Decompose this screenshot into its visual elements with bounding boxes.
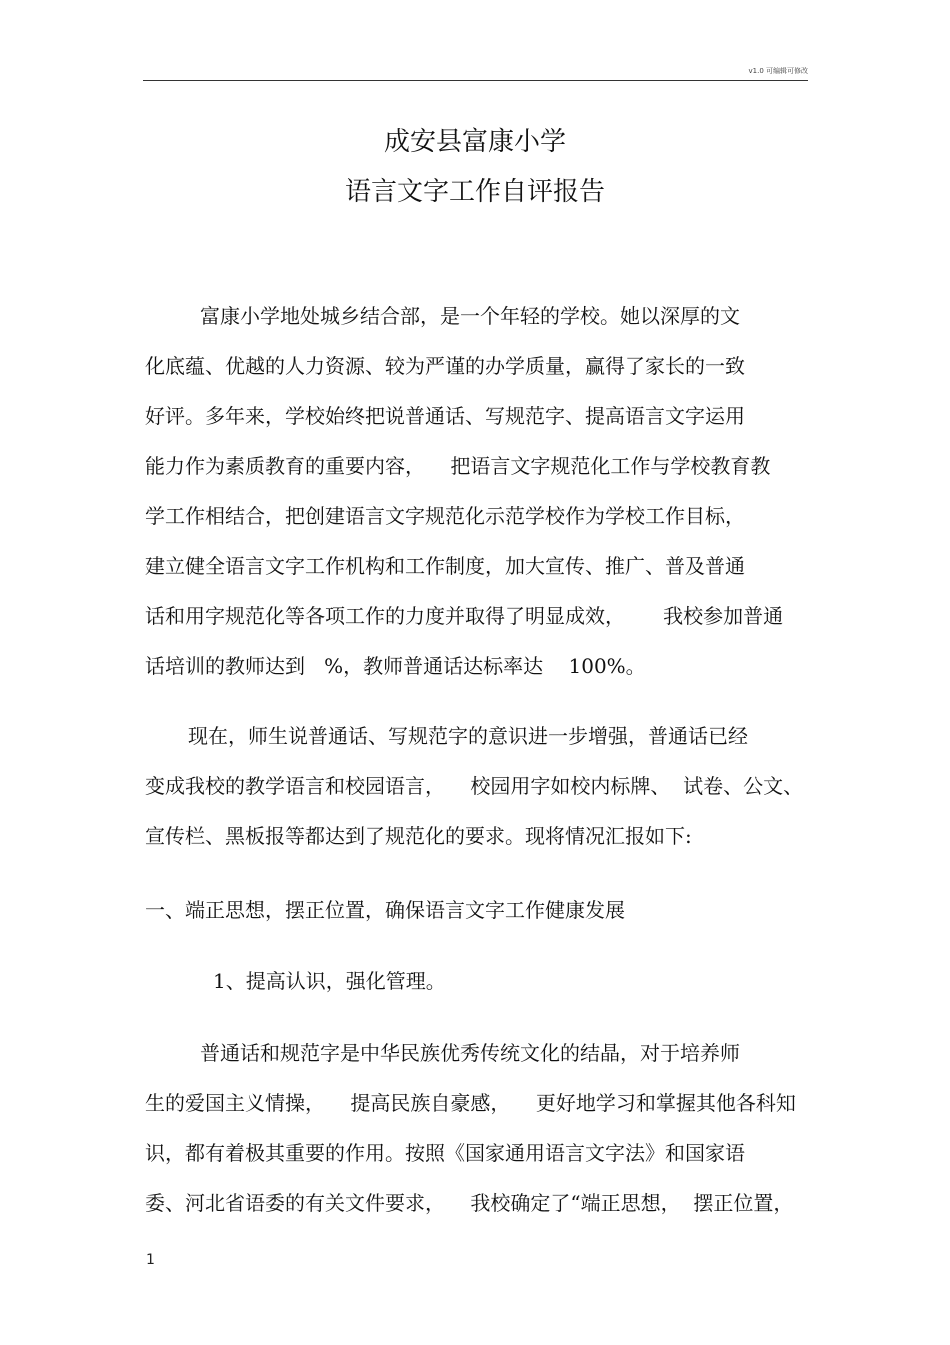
- header-rule: [143, 80, 808, 81]
- document-subtitle: 语言文字工作自评报告: [344, 177, 605, 207]
- section-heading: 一、端正思想，摆正位置，确保语言文字工作健康发展: [145, 898, 625, 922]
- body-line: 宣传栏、黑板报等都达到了规范化的要求。现将情况汇报如下:: [145, 824, 692, 848]
- subsection-heading: 1、提高认识，强化管理。: [213, 969, 446, 993]
- body-line: 富康小学地处城乡结合部，是一个年轻的学校。她以深厚的文: [200, 304, 740, 328]
- header-version-note: v1.0 可编辑可修改: [748, 67, 808, 75]
- body-line: 话和用字规范化等各项工作的力度并取得了明显成效， 我校参加普通: [145, 604, 784, 628]
- body-line: 建立健全语言文字工作机构和工作制度，加大宣传、推广、普及普通: [145, 554, 745, 578]
- body-line: 生的爱国主义情操， 提高民族自豪感， 更好地学习和掌握其他各科知: [145, 1091, 796, 1115]
- body-line: 变成我校的教学语言和校园语言， 校园用字如校内标牌、 试卷、公文、: [145, 774, 804, 798]
- body-line: 话培训的教师达到 %，教师普通话达标率达 100%。: [145, 654, 646, 678]
- document-title: 成安县富康小学: [383, 127, 566, 157]
- page-number: 1: [146, 1252, 155, 1268]
- body-line: 委、河北省语委的有关文件要求， 我校确定了“端正思想， 摆正位置，: [145, 1191, 794, 1215]
- body-line: 现在，师生说普通话、写规范字的意识进一步增强，普通话已经: [188, 724, 748, 748]
- body-line: 化底蕴、优越的人力资源、较为严谨的办学质量，赢得了家长的一致: [145, 354, 745, 378]
- body-line: 学工作相结合，把创建语言文字规范化示范学校作为学校工作目标，: [145, 504, 745, 528]
- body-line: 普通话和规范字是中华民族优秀传统文化的结晶，对于培养师: [200, 1041, 740, 1065]
- body-line: 能力作为素质教育的重要内容， 把语言文字规范化工作与学校教育教: [145, 454, 771, 478]
- body-line: 识，都有着极其重要的作用。按照《国家通用语言文字法》和国家语: [145, 1141, 745, 1165]
- body-line: 好评。多年来，学校始终把说普通话、写规范字、提高语言文字运用: [145, 404, 745, 428]
